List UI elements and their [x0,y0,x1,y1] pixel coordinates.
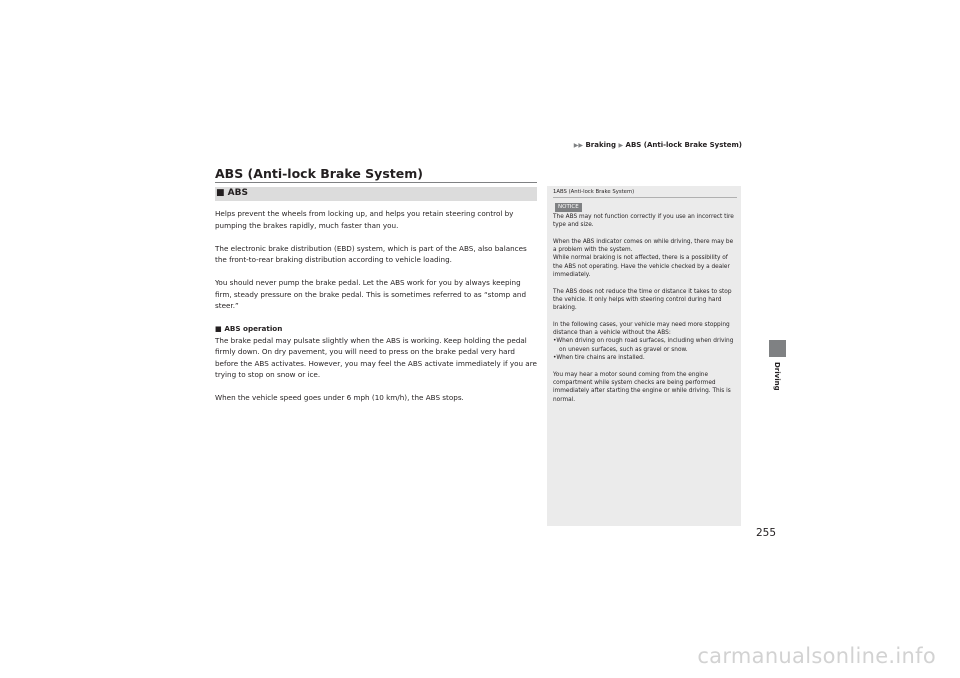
reference-marker-icon: 1 [553,189,557,195]
sidebar-motor-sound-text: You may hear a motor sound coming from the engine compartment while system checks are being performed immediately after starting the engine or while driving. This is normal. [553,371,731,403]
main-body [215,208,537,415]
breadcrumb-separator-icon: ▶ [618,142,624,149]
sidebar-indicator-line-1: When the ABS indicator comes on while driving, there may be a problem with the system. [553,238,734,254]
paragraph-abs-stop-speed: When the vehicle speed goes under 6 mph (10 km/h), the ABS stops. [215,393,464,402]
sidebar-cases-intro: In the following cases, your vehicle may need more stopping distance than a vehicle without the ABS: [553,321,730,337]
sidebar-indicator-text [553,238,737,279]
breadcrumb-arrows-icon: ▶▶ [573,142,584,149]
chapter-tab-label[interactable]: Driving [773,362,781,391]
watermark: carmanualsonline.info [697,644,936,668]
sidebar-distance-text: The ABS does not reduce the time or distance it takes to stop the vehicle. It only helps with steering control during hard braking. [553,288,732,312]
bullet-icon: • [553,355,557,362]
paragraph-ebd: The electronic brake distribution (EBD) system, which is part of the ABS, also balances the front-to-rear braking distribution according to vehicle loading. [215,243,527,264]
section-title [216,188,248,198]
sidebar-note [547,186,741,526]
paragraph-abs-operation: The brake pedal may pulsate slightly when the ABS is working. Keep holding the pedal firmly down. On dry pavement, you will need to press on the brake pedal very hard before the ABS activates. However, you may feel the ABS activate immediately if you are trying to stop on snow or ice. [215,335,537,379]
subsection-title-text: ABS operation [224,324,283,333]
sidebar-title [553,189,634,195]
subsection-square-icon: ■ [215,324,222,333]
sidebar-divider [553,197,737,198]
section-square-icon: ■ [216,188,225,198]
section-title-text: ABS [227,188,248,198]
paragraph-stomp-steer: You should never pump the brake pedal. Let the ABS work for you by always keeping firm, steady pressure on the brake pedal. This is sometimes referred to as “stomp and steer.” [215,278,527,310]
breadcrumb-item-abs[interactable]: ABS (Anti-lock Brake System) [625,141,742,149]
breadcrumb-item-braking[interactable]: Braking [585,141,617,149]
list-item: •When tire chains are installed. [553,355,645,362]
notice-badge: NOTICE [555,203,582,212]
paragraph-abs-intro: Helps prevent the wheels from locking up, and helps you retain steering control by pumping the brakes rapidly, much faster than you. [215,209,514,230]
sidebar-body [553,213,737,412]
subsection-title [215,323,537,335]
title-divider [215,182,537,183]
section-header [215,187,537,201]
sidebar-cases-list [553,337,737,362]
bullet-icon: • [553,338,557,345]
list-item: •When driving on rough road surfaces, including when driving on uneven surfaces, such as gravel or snow. [553,338,734,353]
page-title: ABS (Anti-lock Brake System) [215,166,423,181]
chapter-tab-marker[interactable] [769,340,786,357]
breadcrumb [574,141,742,149]
sidebar-notice-text: The ABS may not function correctly if you use an incorrect tire type and size. [553,214,734,229]
page-number: 255 [756,527,777,539]
sidebar-title-text: ABS (Anti-lock Brake System) [556,189,635,195]
sidebar-indicator-line-2: While normal braking is not affected, there is a possibility of the ABS not operating. Have the vehicle checked by a dealer immediately. [553,255,730,279]
